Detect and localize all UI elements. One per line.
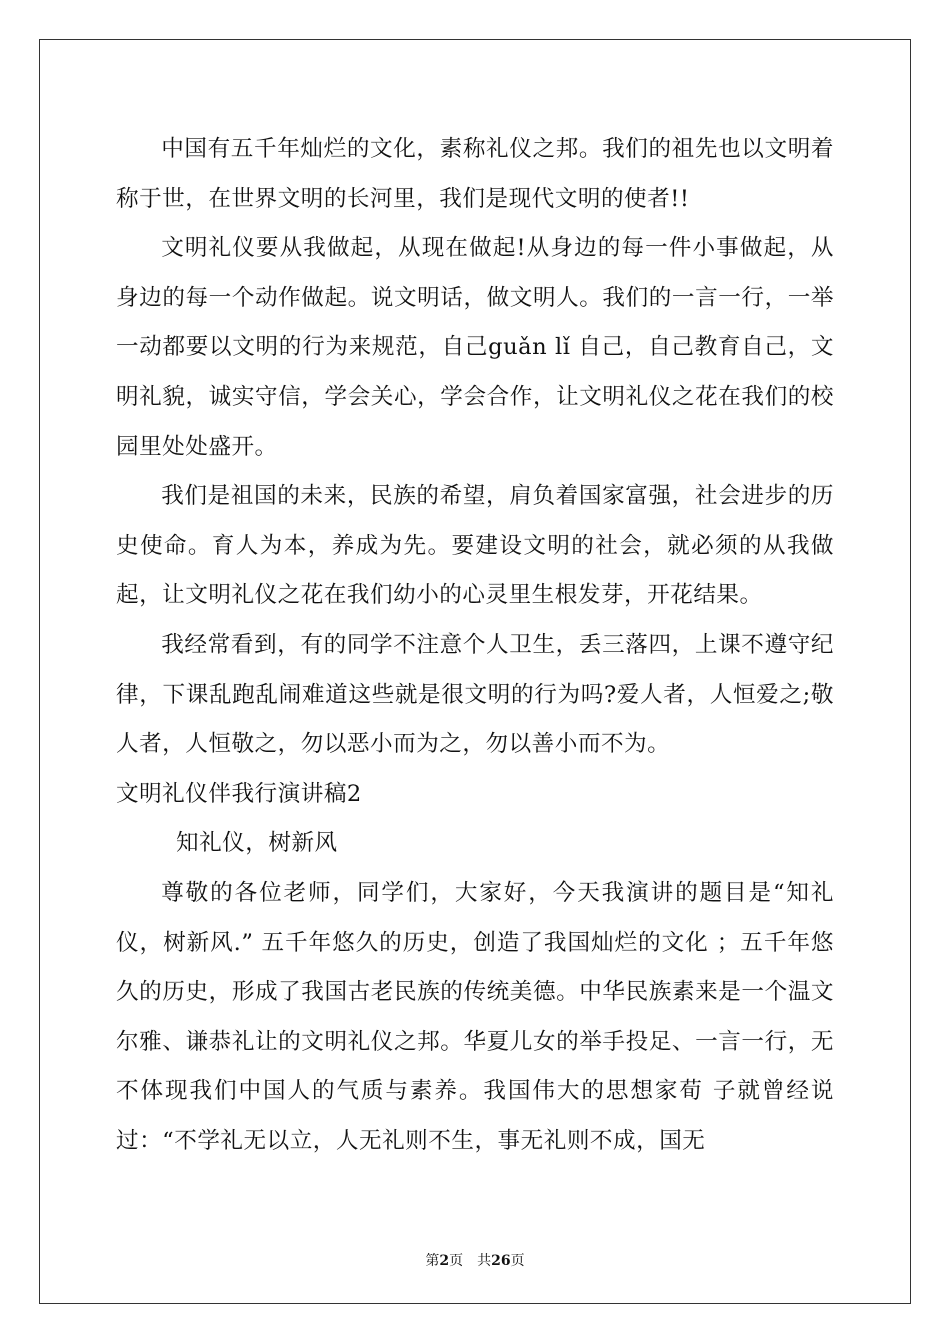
- section-title: 文明礼仪伴我行演讲稿2: [116, 780, 362, 807]
- paragraph: 中国有五千年灿烂的文化，素称礼仪之邦。我们的祖先也以文明着称于世，在世界文明的长河里，我们是现代文明的使者!!: [116, 136, 834, 212]
- paragraph: 我们是祖国的未来，民族的希望，肩负着国家富强，社会进步的历史使命。育人为本，养成为先。要建设文明的社会，就必须的从我做起，让文明礼仪之花在我们幼小的心灵里生根发芽，开花结果。: [116, 483, 834, 609]
- footer-mid: 页 共: [449, 1253, 492, 1269]
- paragraph: 文明礼仪要从我做起，从现在做起!从身边的每一件小事做起，从身边的每一个动作做起。说文明话，做文明人。我们的一言一行，一举一动都要以文明的行为来规范，自己guǎn lǐ 自己，自己教育自己，文明礼貌，诚实守信，学会关心，学会合作，让文明礼仪之花在我们的校园里处处盛开。: [116, 235, 834, 460]
- paragraph: 尊敬的各位老师，同学们，大家好，今天我演讲的题目是“知礼仪，树新风.” 五千年悠久的历史，创造了我国灿烂的文化 ；五千年悠久的历史，形成了我国古老民族的传统美德。中华民族素来是一个温文尔雅、谦恭礼让的文明礼仪之邦。华夏儿女的举手投足、一言一行，无不体现我们中国人的气质与素养。我国伟大的思想家荀 子就曾经说过：“不学礼无以立，人无礼则不生，事无礼则不成，国无: [116, 879, 834, 1154]
- document-body: [116, 125, 834, 1166]
- footer-suffix: 页: [510, 1253, 525, 1269]
- footer-prefix: 第: [425, 1253, 440, 1269]
- footer-total-pages: 26: [491, 1253, 511, 1269]
- section-subtitle: 知礼仪，树新风: [176, 830, 338, 857]
- footer-page-number: 2: [439, 1253, 450, 1269]
- page-footer: [0, 1250, 950, 1270]
- paragraph: 我经常看到，有的同学不注意个人卫生，丢三落四，上课不遵守纪律，下课乱跑乱闹难道这些就是很文明的行为吗?爱人者，人恒爱之;敬人者，人恒敬之，勿以恶小而为之，勿以善小而不为。: [116, 631, 834, 758]
